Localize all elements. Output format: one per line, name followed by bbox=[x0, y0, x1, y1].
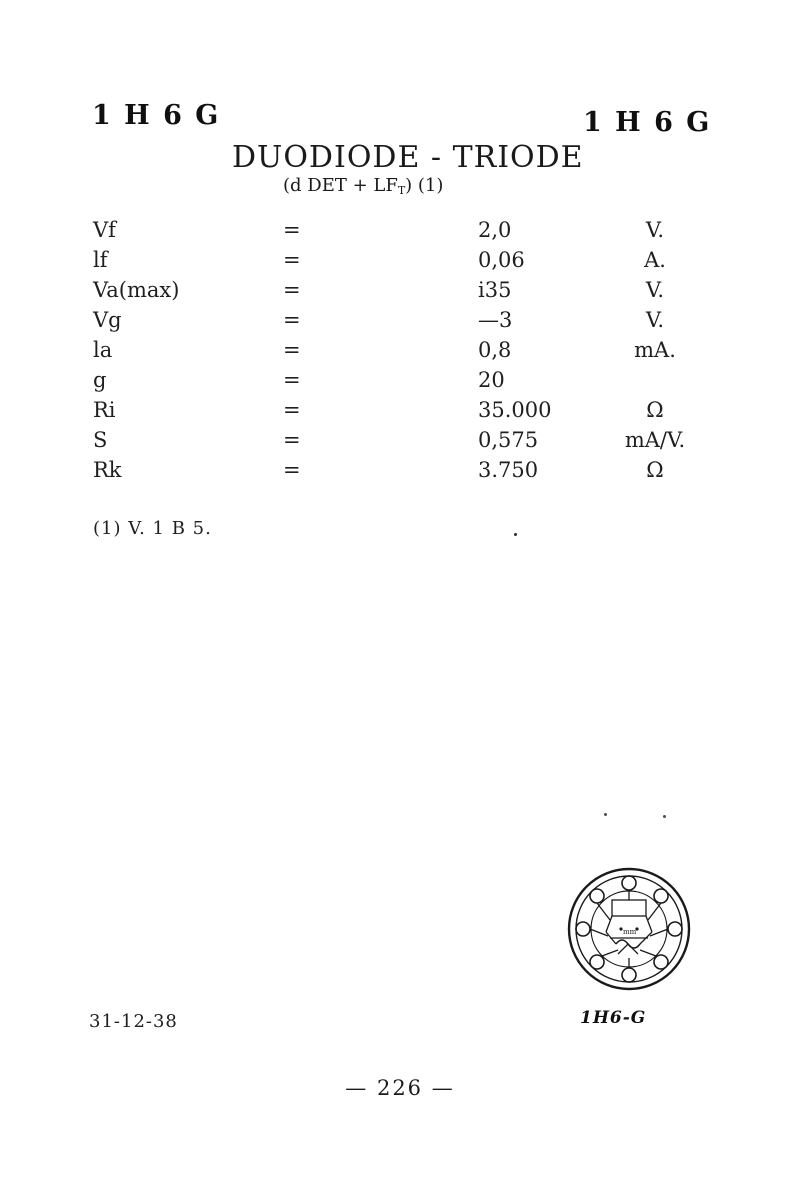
parameter-unit: mA/V. bbox=[624, 428, 686, 452]
ink-speck bbox=[604, 813, 607, 816]
parameter-equals: = bbox=[283, 338, 301, 362]
ink-speck bbox=[514, 533, 517, 536]
parameter-unit: Ω bbox=[646, 398, 664, 422]
subtitle-subscript: T bbox=[397, 184, 406, 197]
table-row bbox=[0, 338, 800, 368]
parameter-symbol: lf bbox=[93, 248, 108, 272]
subtitle-prefix: (d DET + LF bbox=[283, 175, 398, 196]
parameter-unit: mA. bbox=[634, 338, 676, 362]
parameter-equals: = bbox=[283, 278, 301, 302]
parameter-symbol: Vf bbox=[93, 218, 116, 242]
socket-label: 1H6-G bbox=[580, 1008, 647, 1028]
table-row bbox=[0, 308, 800, 338]
table-row bbox=[0, 428, 800, 458]
table-row bbox=[0, 218, 800, 248]
parameter-value: 0,575 bbox=[478, 428, 539, 452]
parameter-unit: V. bbox=[645, 278, 665, 302]
parameter-unit: A. bbox=[644, 248, 666, 272]
parameter-equals: = bbox=[283, 308, 301, 332]
document-date: 31-12-38 bbox=[89, 1011, 178, 1032]
parameter-value: 3.750 bbox=[478, 458, 539, 482]
socket-svg bbox=[566, 866, 692, 992]
parameter-unit: V. bbox=[645, 218, 665, 242]
parameter-value: 20 bbox=[478, 368, 505, 392]
table-row bbox=[0, 368, 800, 398]
parameter-value: 0,06 bbox=[478, 248, 525, 272]
parameter-equals: = bbox=[283, 458, 301, 482]
parameter-value: —3 bbox=[478, 308, 513, 332]
subtitle-suffix: ) (1) bbox=[405, 175, 444, 196]
svg-text:mm: mm bbox=[623, 928, 637, 936]
parameter-value: 0,8 bbox=[478, 338, 512, 362]
page-subtitle bbox=[283, 175, 443, 197]
parameter-equals: = bbox=[283, 218, 301, 242]
table-row bbox=[0, 458, 800, 488]
tube-designation-right: 1 H 6 G bbox=[583, 107, 712, 138]
ink-speck bbox=[663, 815, 666, 818]
parameter-equals: = bbox=[283, 368, 301, 392]
tube-designation-left: 1 H 6 G bbox=[92, 100, 221, 131]
page-number: — 226 — bbox=[345, 1076, 455, 1100]
parameter-value: i35 bbox=[478, 278, 512, 302]
footnote: (1) V. 1 B 5. bbox=[93, 518, 212, 539]
table-row bbox=[0, 248, 800, 278]
parameter-equals: = bbox=[283, 428, 301, 452]
parameter-symbol: Ri bbox=[93, 398, 116, 422]
parameter-symbol: la bbox=[93, 338, 113, 362]
parameter-symbol: Rk bbox=[93, 458, 122, 482]
parameter-equals: = bbox=[283, 398, 301, 422]
parameter-symbol: g bbox=[93, 368, 107, 392]
parameter-unit: V. bbox=[645, 308, 665, 332]
parameter-symbol: Vg bbox=[93, 308, 122, 332]
table-row bbox=[0, 398, 800, 428]
tube-base-diagram bbox=[566, 866, 692, 992]
parameter-value: 2,0 bbox=[478, 218, 512, 242]
parameter-table bbox=[0, 218, 800, 488]
parameter-unit: Ω bbox=[646, 458, 664, 482]
parameter-value: 35.000 bbox=[478, 398, 552, 422]
parameter-symbol: S bbox=[93, 428, 108, 452]
page-title: DUODIODE - TRIODE bbox=[232, 140, 584, 175]
parameter-symbol: Va(max) bbox=[93, 278, 180, 302]
table-row bbox=[0, 278, 800, 308]
parameter-equals: = bbox=[283, 248, 301, 272]
